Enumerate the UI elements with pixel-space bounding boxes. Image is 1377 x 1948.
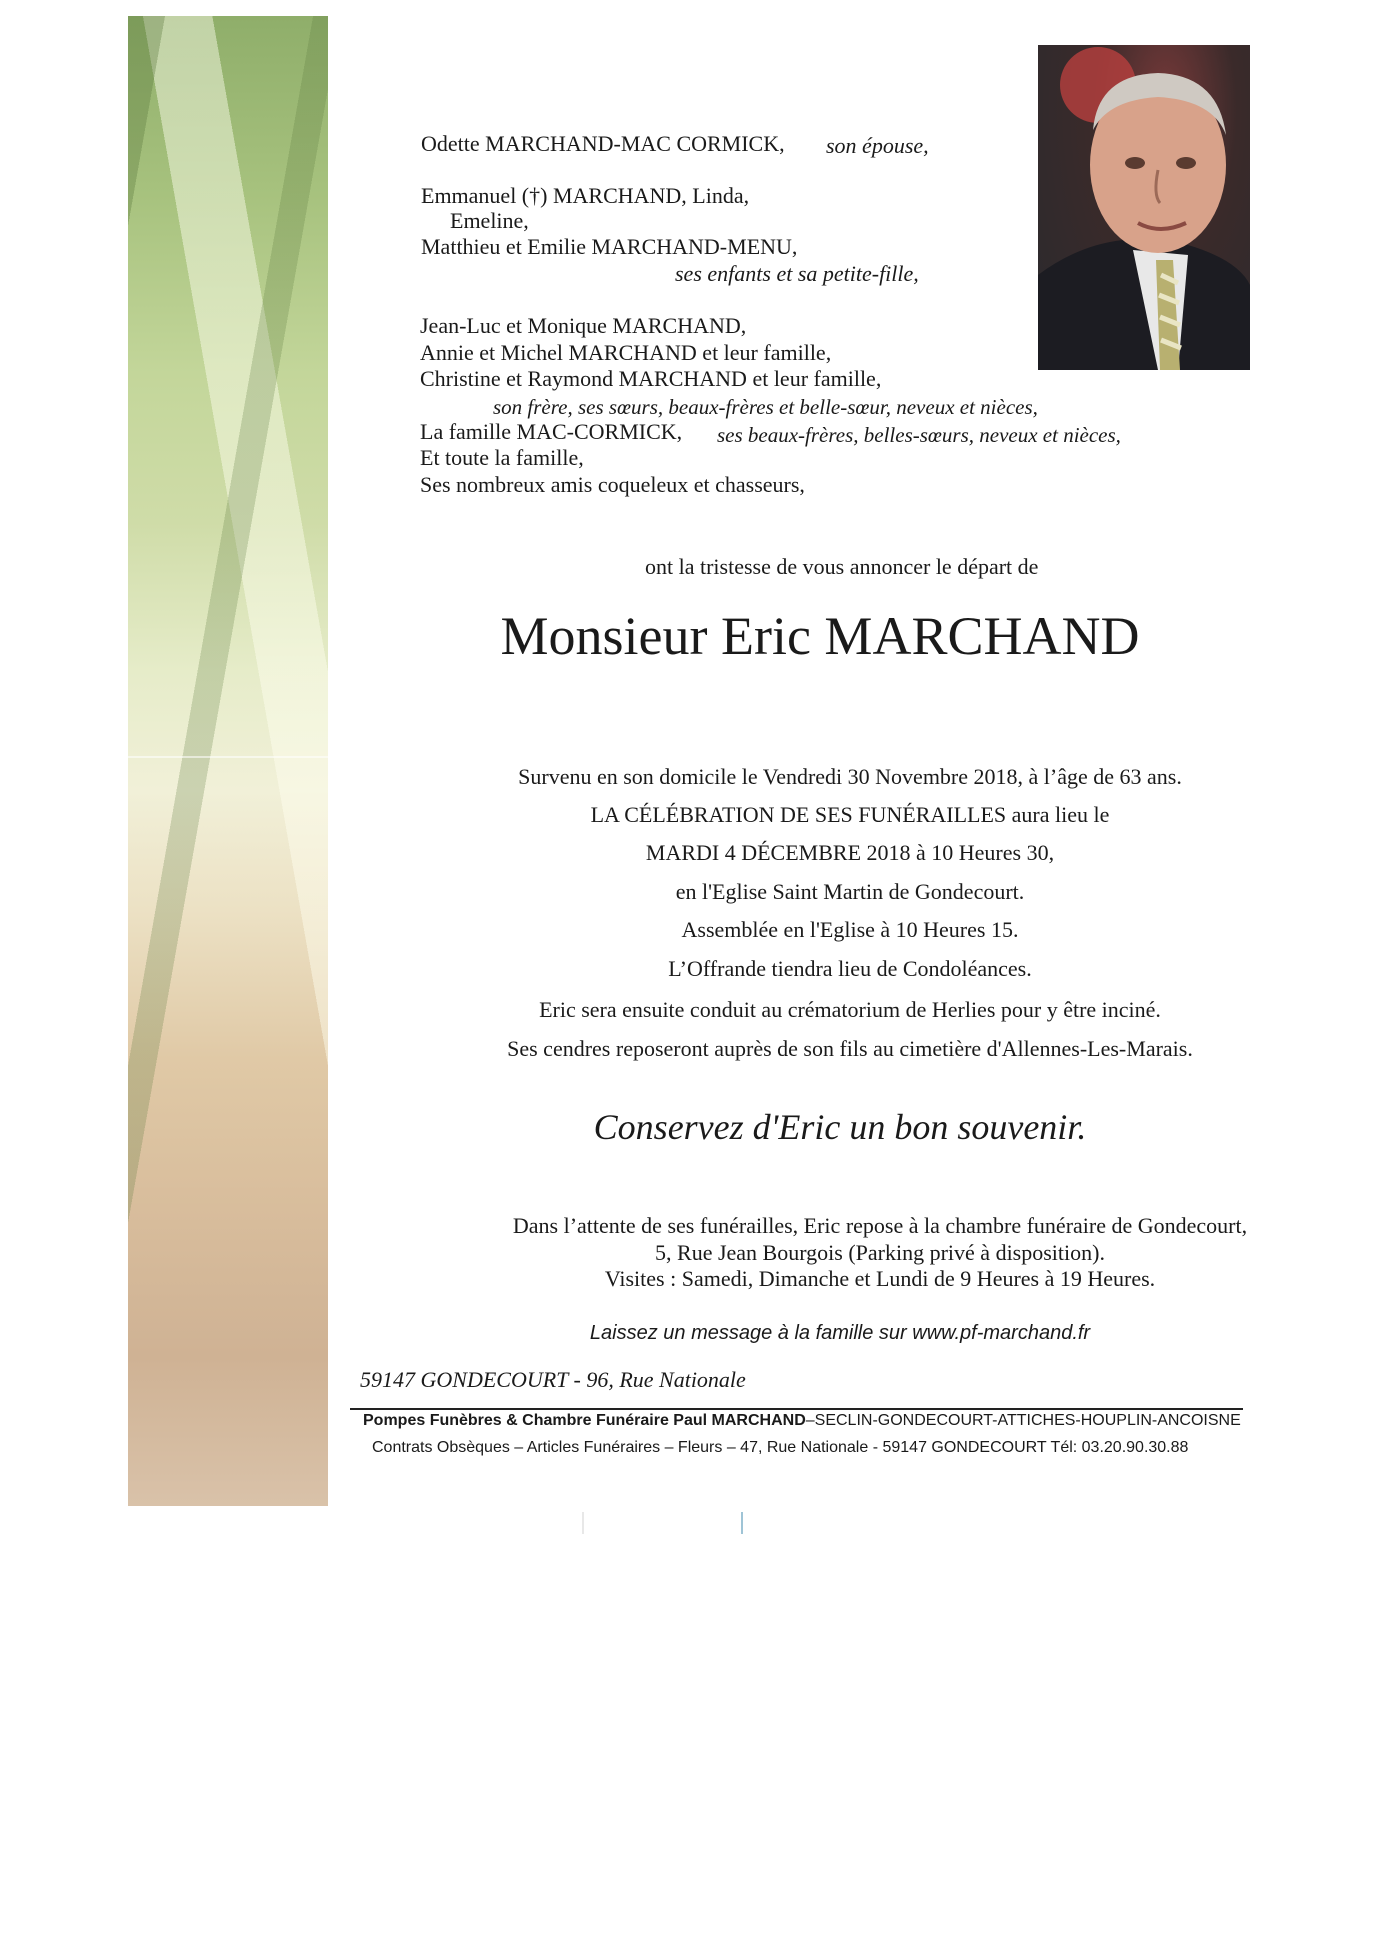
forest-texture <box>128 16 328 1506</box>
sibling-line-1: Jean-Luc et Monique MARCHAND, <box>420 313 747 338</box>
detail-line-5: Assemblée en l'Eglise à 10 Heures 15. <box>681 917 1019 942</box>
scan-mark <box>741 1512 743 1534</box>
sibling-line-2: Annie et Michel MARCHAND et leur famille, <box>420 340 832 365</box>
footer-services: Contrats Obsèques – Articles Funéraires – Fleurs – 47, Rue Nationale - 59147 GONDECOURT Tél: 03.20.90.30.88 <box>372 1439 1189 1456</box>
sibling-line-3: Christine et Raymond MARCHAND et leur famille, <box>420 366 882 391</box>
detail-line-8: Ses cendres reposeront auprès de son fils au cimetière d'Allennes-Les-Marais. <box>507 1036 1193 1061</box>
detail-line-6: L’Offrande tiendra lieu de Condoléances. <box>668 956 1032 981</box>
decorative-forest-band <box>128 16 328 1506</box>
portrait-illustration <box>1038 45 1250 370</box>
inlaws-name: La famille MAC-CORMICK, <box>420 419 683 444</box>
child-line-2: Emeline, <box>450 208 529 233</box>
detail-line-7: Eric sera ensuite conduit au crématorium de Herlies pour y être inciné. <box>539 997 1161 1022</box>
memorial-quote: Conservez d'Eric un bon souvenir. <box>593 1107 1087 1147</box>
announcement-intro: ont la tristesse de vous annoncer le départ de <box>645 554 1039 579</box>
detail-line-4: en l'Eglise Saint Martin de Gondecourt. <box>675 879 1025 904</box>
visitation-line-3: Visites : Samedi, Dimanche et Lundi de 9 Heures à 19 Heures. <box>604 1266 1156 1291</box>
fold-line <box>128 756 328 758</box>
others-line-2: Ses nombreux amis coqueleux et chasseurs, <box>420 472 805 497</box>
others-line-1: Et toute la famille, <box>420 445 584 470</box>
footer-company-line <box>363 1410 1241 1432</box>
message-link[interactable]: Laissez un message à la famille sur www.pf-marchand.fr <box>589 1322 1091 1344</box>
deceased-name: Monsieur Eric MARCHAND <box>500 606 1140 666</box>
portrait-photo <box>1038 45 1250 370</box>
detail-line-3: MARDI 4 DÉCEMBRE 2018 à 10 Heures 30, <box>645 840 1055 865</box>
inlaws-role: ses beaux-frères, belles-sœurs, neveux et nièces, <box>717 423 1121 447</box>
spouse-name: Odette MARCHAND-MAC CORMICK, <box>421 131 785 156</box>
visitation-line-2: 5, Rue Jean Bourgois (Parking privé à disposition). <box>655 1240 1105 1265</box>
visitation-line-1: Dans l’attente de ses funérailles, Eric repose à la chambre funéraire de Gondecourt, <box>512 1213 1248 1238</box>
address: 59147 GONDECOURT - 96, Rue Nationale <box>360 1367 746 1392</box>
children-role: ses enfants et sa petite-fille, <box>675 261 919 286</box>
siblings-role: son frère, ses sœurs, beaux-frères et belle-sœur, neveux et nièces, <box>493 395 1038 419</box>
child-line-1: Emmanuel (†) MARCHAND, Linda, <box>421 183 750 208</box>
scan-mark <box>582 1512 584 1534</box>
child-line-3: Matthieu et Emilie MARCHAND-MENU, <box>421 234 798 259</box>
footer-company: Pompes Funèbres & Chambre Funéraire Paul MARCHAND <box>363 1412 806 1429</box>
detail-line-2: LA CÉLÉBRATION DE SES FUNÉRAILLES aura lieu le <box>590 802 1110 827</box>
spouse-role: son épouse, <box>826 133 929 158</box>
footer-locations: –SECLIN-GONDECOURT-ATTICHES-HOUPLIN-ANCOISNE <box>805 1412 1241 1429</box>
detail-line-1: Survenu en son domicile le Vendredi 30 Novembre 2018, à l’âge de 63 ans. <box>518 764 1182 789</box>
